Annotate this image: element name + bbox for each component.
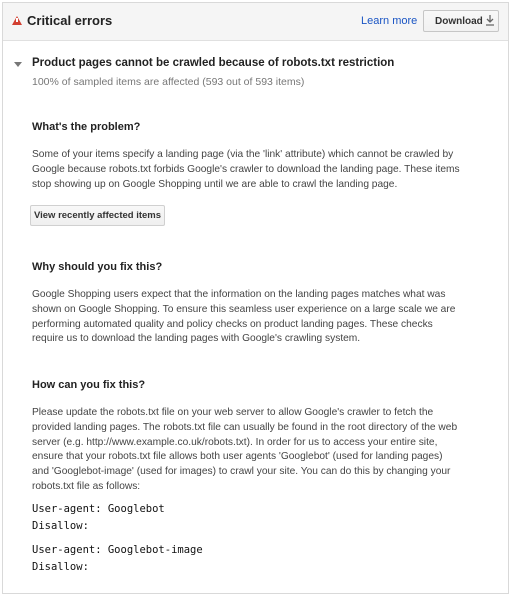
problem-heading: What's the problem?: [32, 121, 141, 133]
code-line-disallow: Disallow:: [32, 520, 89, 532]
how-heading: How can you fix this?: [32, 379, 146, 391]
view-affected-items-button[interactable]: View recently affected items: [30, 205, 165, 226]
collapse-arrow-icon[interactable]: [14, 62, 22, 67]
download-button[interactable]: [423, 10, 499, 32]
how-body: Please update the robots.txt file on your web server to allow Google's crawler to fetch the provided landing pages. The robots.txt file can usually be found in the root directory of the web server (e.g. http://www.example.co.uk/robots.txt). In order for us to access your entire site, ensure that your robots.txt file allows both user agents 'Googlebot' (used for landing pages) and 'Googlebot-image' (used for images) to crawl your site. You can do this by changing your robots.txt file as follows:: [32, 407, 458, 492]
panel-title: Critical errors: [27, 13, 113, 28]
code-line-user-agent-googlebot: User-agent: Googlebot: [32, 503, 165, 515]
download-label: Download: [435, 16, 483, 27]
panel-header: [3, 3, 508, 41]
issue-title: Product pages cannot be crawled because of robots.txt restriction: [32, 57, 395, 69]
code-line-user-agent-googlebot-image: User-agent: Googlebot-image: [32, 544, 203, 556]
critical-errors-panel: [2, 2, 509, 594]
why-body: Google Shopping users expect that the information on the landing pages matches what was shown on Google Shopping. To ensure this seamless user experience on a large scale we are performing automated quality and policy checks on product landing pages. These checks require us to download the landing pages with Google's crawling system.: [32, 289, 456, 345]
why-heading: Why should you fix this?: [32, 261, 163, 273]
warning-icon: [12, 16, 22, 25]
issue-affected-summary: 100% of sampled items are affected (593 out of 593 items): [32, 76, 305, 88]
problem-body: Some of your items specify a landing page (via the 'link' attribute) which cannot be crawled by Google because robots.txt forbids Google's crawler to download the landing page. These items stop showing up on Google Shopping until we are able to crawl the landing page.: [32, 149, 460, 190]
code-line-disallow: Disallow:: [32, 561, 89, 573]
download-icon: [485, 14, 495, 26]
learn-more-link[interactable]: Learn more: [361, 15, 418, 27]
